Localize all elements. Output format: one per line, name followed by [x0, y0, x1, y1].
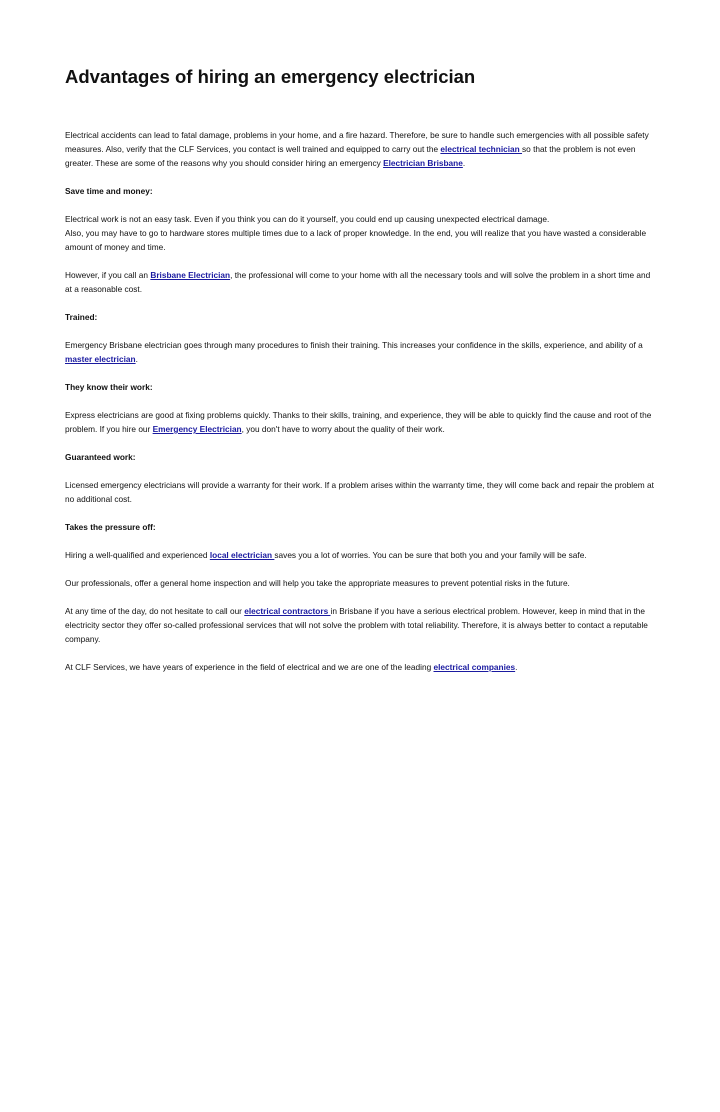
heading-pressure-off: Takes the pressure off: [65, 522, 156, 532]
guaranteed-paragraph: Licensed emergency electricians will provide a warranty for their work. If a problem arises within the warranty time, they will come back and repair the problem at no additional cost. [65, 480, 654, 504]
page-title: Advantages of hiring an emergency electrician [65, 66, 476, 87]
local-electrician-link[interactable]: local electrician [209, 550, 275, 560]
electrician-brisbane-link[interactable]: Electrician Brisbane [383, 158, 463, 168]
brisbane-electrician-link[interactable]: Brisbane Electrician [150, 270, 231, 280]
anytime-text-2: in Brisbane if you have a serious electrical problem. However, keep in mind that in the electricity sector they offer so-called professional services that will not solve the problem with total reliability. Therefore, it is always better to contact a reputable company. [65, 606, 648, 644]
electrical-contractors-link[interactable]: electrical contractors [244, 606, 331, 616]
article-body [65, 128, 659, 688]
electrical-companies-link[interactable]: electrical companies [433, 662, 516, 672]
call-paragraph [65, 268, 659, 296]
professionals-paragraph: Our professionals, offer a general home inspection and will help you take the appropriate measures to prevent potential risks in the future. [65, 578, 570, 588]
hiring-paragraph [65, 548, 659, 562]
intro-text-3: . [462, 158, 466, 168]
intro-paragraph [65, 128, 659, 170]
anytime-text-1: At any time of the day, do not hesitate to call our [65, 606, 245, 616]
electrical-technician-link[interactable]: electrical technician [440, 144, 523, 154]
heading-trained: Trained: [65, 312, 98, 322]
trained-paragraph [65, 338, 659, 366]
know-text-1: Express electricians are good at fixing problems quickly. Thanks to their skills, training, and experience, they will be able to quickly find the cause and root of the problem. If you hire our [65, 410, 652, 434]
clf-text-2: . [515, 662, 518, 672]
trained-text-1: Emergency Brisbane electrician goes through many procedures to finish their training. This increases your confidence in the skills, experience, and ability of a [65, 340, 643, 350]
know-paragraph [65, 408, 659, 436]
save-paragraph [65, 212, 659, 254]
save-text-2: Also, you may have to go to hardware stores multiple times due to a lack of proper knowledge. In the end, you will realize that you have wasted a considerable amount of money and time. [65, 228, 647, 252]
heading-guaranteed: Guaranteed work: [65, 452, 136, 462]
clf-text-1: At CLF Services, we have years of experience in the field of electrical and we are one of the leading [65, 662, 434, 672]
clf-paragraph [65, 660, 659, 674]
know-text-2: , you don't have to worry about the quality of their work. [241, 424, 445, 434]
call-text-1: However, if you call an [65, 270, 151, 280]
intro-text-1: Electrical accidents can lead to fatal damage, problems in your home, and a fire hazard. Therefore, be sure to handle such emergencies with all possible safety measures. Also, verify that the CLF Services, you contact is well trained and equipped to carry out the [65, 130, 649, 154]
emergency-electrician-link[interactable]: Emergency Electrician [152, 424, 242, 434]
master-electrician-link[interactable]: master electrician [65, 354, 136, 364]
hiring-text-2: saves you a lot of worries. You can be sure that both you and your family will be safe. [274, 550, 587, 560]
heading-save-time: Save time and money: [65, 186, 153, 196]
heading-know-work: They know their work: [65, 382, 153, 392]
call-text-2: , the professional will come to your home with all the necessary tools and will solve the problem in a short time and at a reasonable cost. [65, 270, 651, 294]
trained-text-2: . [135, 354, 138, 364]
save-text-1: Electrical work is not an easy task. Even if you think you can do it yourself, you could end up causing unexpected electrical damage. [65, 214, 550, 224]
hiring-text-1: Hiring a well-qualified and experienced [65, 550, 210, 560]
intro-text-2: so that the problem is not even greater. These are some of the reasons why you should consider hiring an emergency [65, 144, 636, 168]
anytime-paragraph [65, 604, 659, 646]
